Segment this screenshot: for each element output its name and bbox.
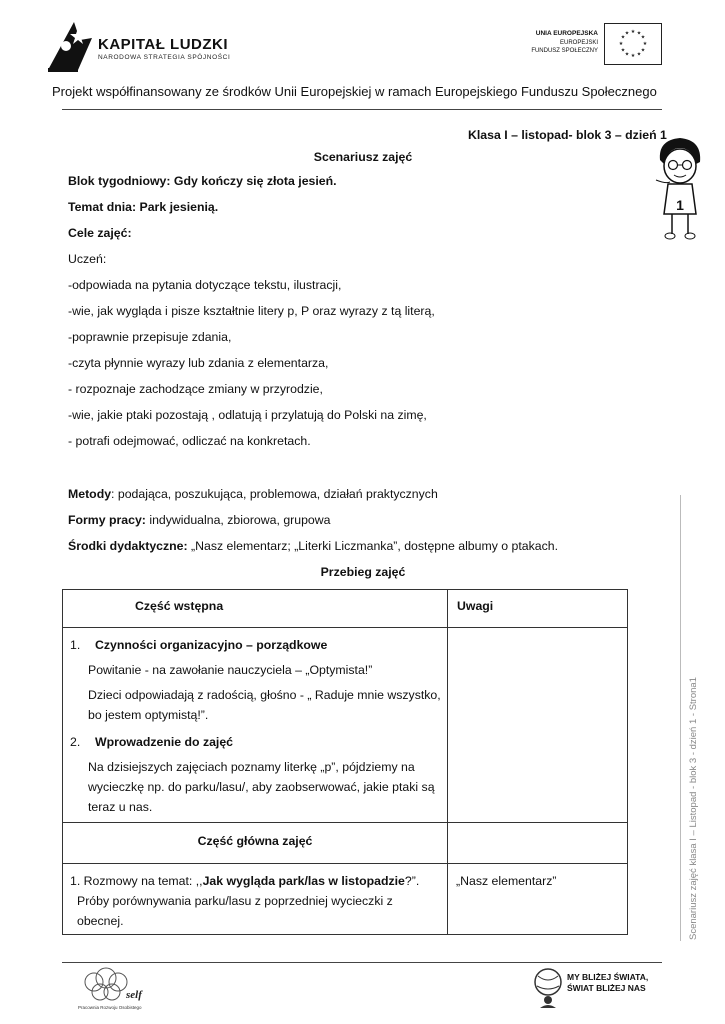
goal-item: -odpowiada na pytania dotyczące tekstu, ilustracji, (68, 278, 342, 292)
table-text-line: Na dzisiejszych zajęciach poznamy literkę „p”, pójdziemy na (88, 760, 415, 774)
svg-text:★: ★ (620, 47, 626, 54)
svg-text:1: 1 (676, 197, 684, 213)
self-caption: Pracownia Rozwoju Osobistego (78, 1005, 142, 1010)
weekly-block-value: : Gdy kończy się złota jesień. (166, 174, 337, 188)
organizational-activities-title: Czynności organizacyjno – porządkowe (95, 638, 328, 652)
goal-item: - potrafi odejmować, odliczać na konkretach. (68, 434, 311, 448)
mbs-line2: ŚWIAT BLIŻEJ NAS (567, 983, 646, 993)
project-line-a: Projekt współfinansowany ze środków Unii Europejskiej (52, 84, 372, 99)
svg-text:★: ★ (630, 53, 636, 59)
conversation-prefix: 1. Rozmowy na temat: ,, (70, 874, 203, 888)
ue-label (520, 30, 598, 56)
work-forms-label: Formy pracy: (68, 513, 146, 527)
table-column-divider (447, 590, 448, 934)
table-row-divider (63, 627, 627, 628)
course-heading: Przebieg zajęć (320, 565, 406, 579)
goal-item: -czyta płynnie wyrazy lub zdania z elementarza, (68, 356, 329, 370)
methods-value: : podająca, poszukująca, problemowa, działań praktycznych (111, 487, 438, 501)
eu-flag-icon (604, 23, 662, 65)
goal-item: - rozpoznaje zachodzące zmiany w przyrodzie, (68, 382, 323, 396)
ue-line3: FUNDUSZ SPOŁECZNY (531, 48, 598, 54)
student-label: Uczeń: (68, 252, 107, 266)
child-mascot-icon (652, 134, 708, 244)
side-page-label: Scenariusz zajęć klasa I – Listopad - blok 3 - dzień 1 - Strona1 (688, 677, 699, 940)
kapital-ludzki-subtitle: NARODOWA STRATEGIA SPÓJNOŚCI (98, 54, 231, 61)
teaching-aids-line (68, 539, 558, 553)
weekly-block-label: Blok tygodniowy (68, 174, 167, 188)
table-text-line: Powitanie - na zawołanie nauczyciela – „Optymista!” (88, 663, 373, 677)
item-number: 2. (70, 735, 81, 749)
project-line-b: w ramach Europejskiego Funduszu Społecznego (375, 84, 657, 99)
notes-elementarz: „Nasz elementarz” (456, 874, 557, 888)
table-text-line: wycieczkę np. do parku/lasu/, aby zaobserwować, jakie ptaki są (88, 780, 435, 794)
lesson-table (62, 589, 628, 935)
svg-text:★: ★ (640, 34, 646, 41)
introduction-title: Wprowadzenie do zajęć (95, 735, 234, 749)
conversation-topic (70, 874, 419, 888)
work-forms-value: indywidualna, zbiorowa, grupowa (145, 513, 331, 527)
teaching-aids-label: Środki dydaktyczne: (68, 539, 188, 553)
work-forms-line (68, 513, 330, 527)
mbs-line1: MY BLIŻEJ ŚWIATA, (567, 972, 649, 982)
col-intro-header: Część wstępna (135, 599, 224, 613)
class-heading: Klasa I – listopad- blok 3 – dzień 1 (468, 128, 667, 142)
main-part-header: Część główna zajęć (197, 834, 313, 848)
table-row-divider (63, 863, 627, 864)
goal-item: -poprawnie przepisuje zdania, (68, 330, 232, 344)
svg-text:★: ★ (624, 30, 630, 37)
svg-text:★: ★ (640, 47, 646, 54)
table-text-line: obecnej. (77, 914, 124, 928)
svg-text:★: ★ (630, 29, 636, 35)
project-cofinancing-line (52, 84, 657, 99)
teaching-aids-value: „Nasz elementarz; „Literki Liczmanka”, dostępne albumy o ptakach. (187, 539, 559, 553)
kapital-ludzki-title: KAPITAŁ LUDZKI (98, 36, 229, 53)
side-divider (680, 495, 681, 941)
mbs-slogan (567, 972, 648, 994)
svg-text:★: ★ (642, 41, 648, 47)
header-divider (62, 109, 662, 110)
self-logo-word: self (126, 989, 142, 1001)
goal-item: -wie, jak wygląda i pisze kształtnie litery p, P oraz wyrazy z tą literą, (68, 304, 435, 318)
ue-line1: UNIA EUROPEJSKA (535, 30, 598, 37)
conversation-suffix: ?”. (404, 874, 420, 888)
table-text-line: bo jestem optymistą!”. (88, 708, 209, 722)
methods-label: Metody (68, 487, 112, 501)
weekly-block (68, 174, 337, 188)
conversation-topic-bold: Jak wygląda park/las w listopadzie (202, 874, 405, 888)
table-text-line: Próby porównywania parku/lasu z poprzedniej wycieczki z (77, 894, 393, 908)
globe-people-icon (532, 966, 564, 1008)
ue-line2: EUROPEJSKI (559, 39, 598, 46)
goal-item: -wie, jakie ptaki pozostają , odlatują i przylatują do Polski na zimę, (68, 408, 427, 422)
scenario-title: Scenariusz zajęć (313, 150, 413, 164)
item-number: 1. (70, 638, 81, 652)
goals-heading: Cele zajęć: (68, 226, 132, 240)
kapital-ludzki-logo (44, 18, 96, 74)
methods-line (68, 487, 438, 501)
svg-text:★: ★ (620, 34, 626, 41)
table-row-divider (63, 822, 627, 823)
day-topic: Temat dnia: Park jesienią. (68, 200, 219, 214)
table-text-line: Dzieci odpowiadają z radością, głośno - „ Raduje mnie wszystko, (88, 688, 441, 702)
table-text-line: teraz u nas. (88, 800, 153, 814)
svg-text:★: ★ (636, 51, 642, 58)
svg-text:★: ★ (624, 51, 630, 58)
col-notes-header: Uwagi (457, 599, 494, 613)
svg-text:★: ★ (636, 30, 642, 37)
svg-text:★: ★ (618, 41, 624, 47)
footer-divider (62, 962, 662, 963)
